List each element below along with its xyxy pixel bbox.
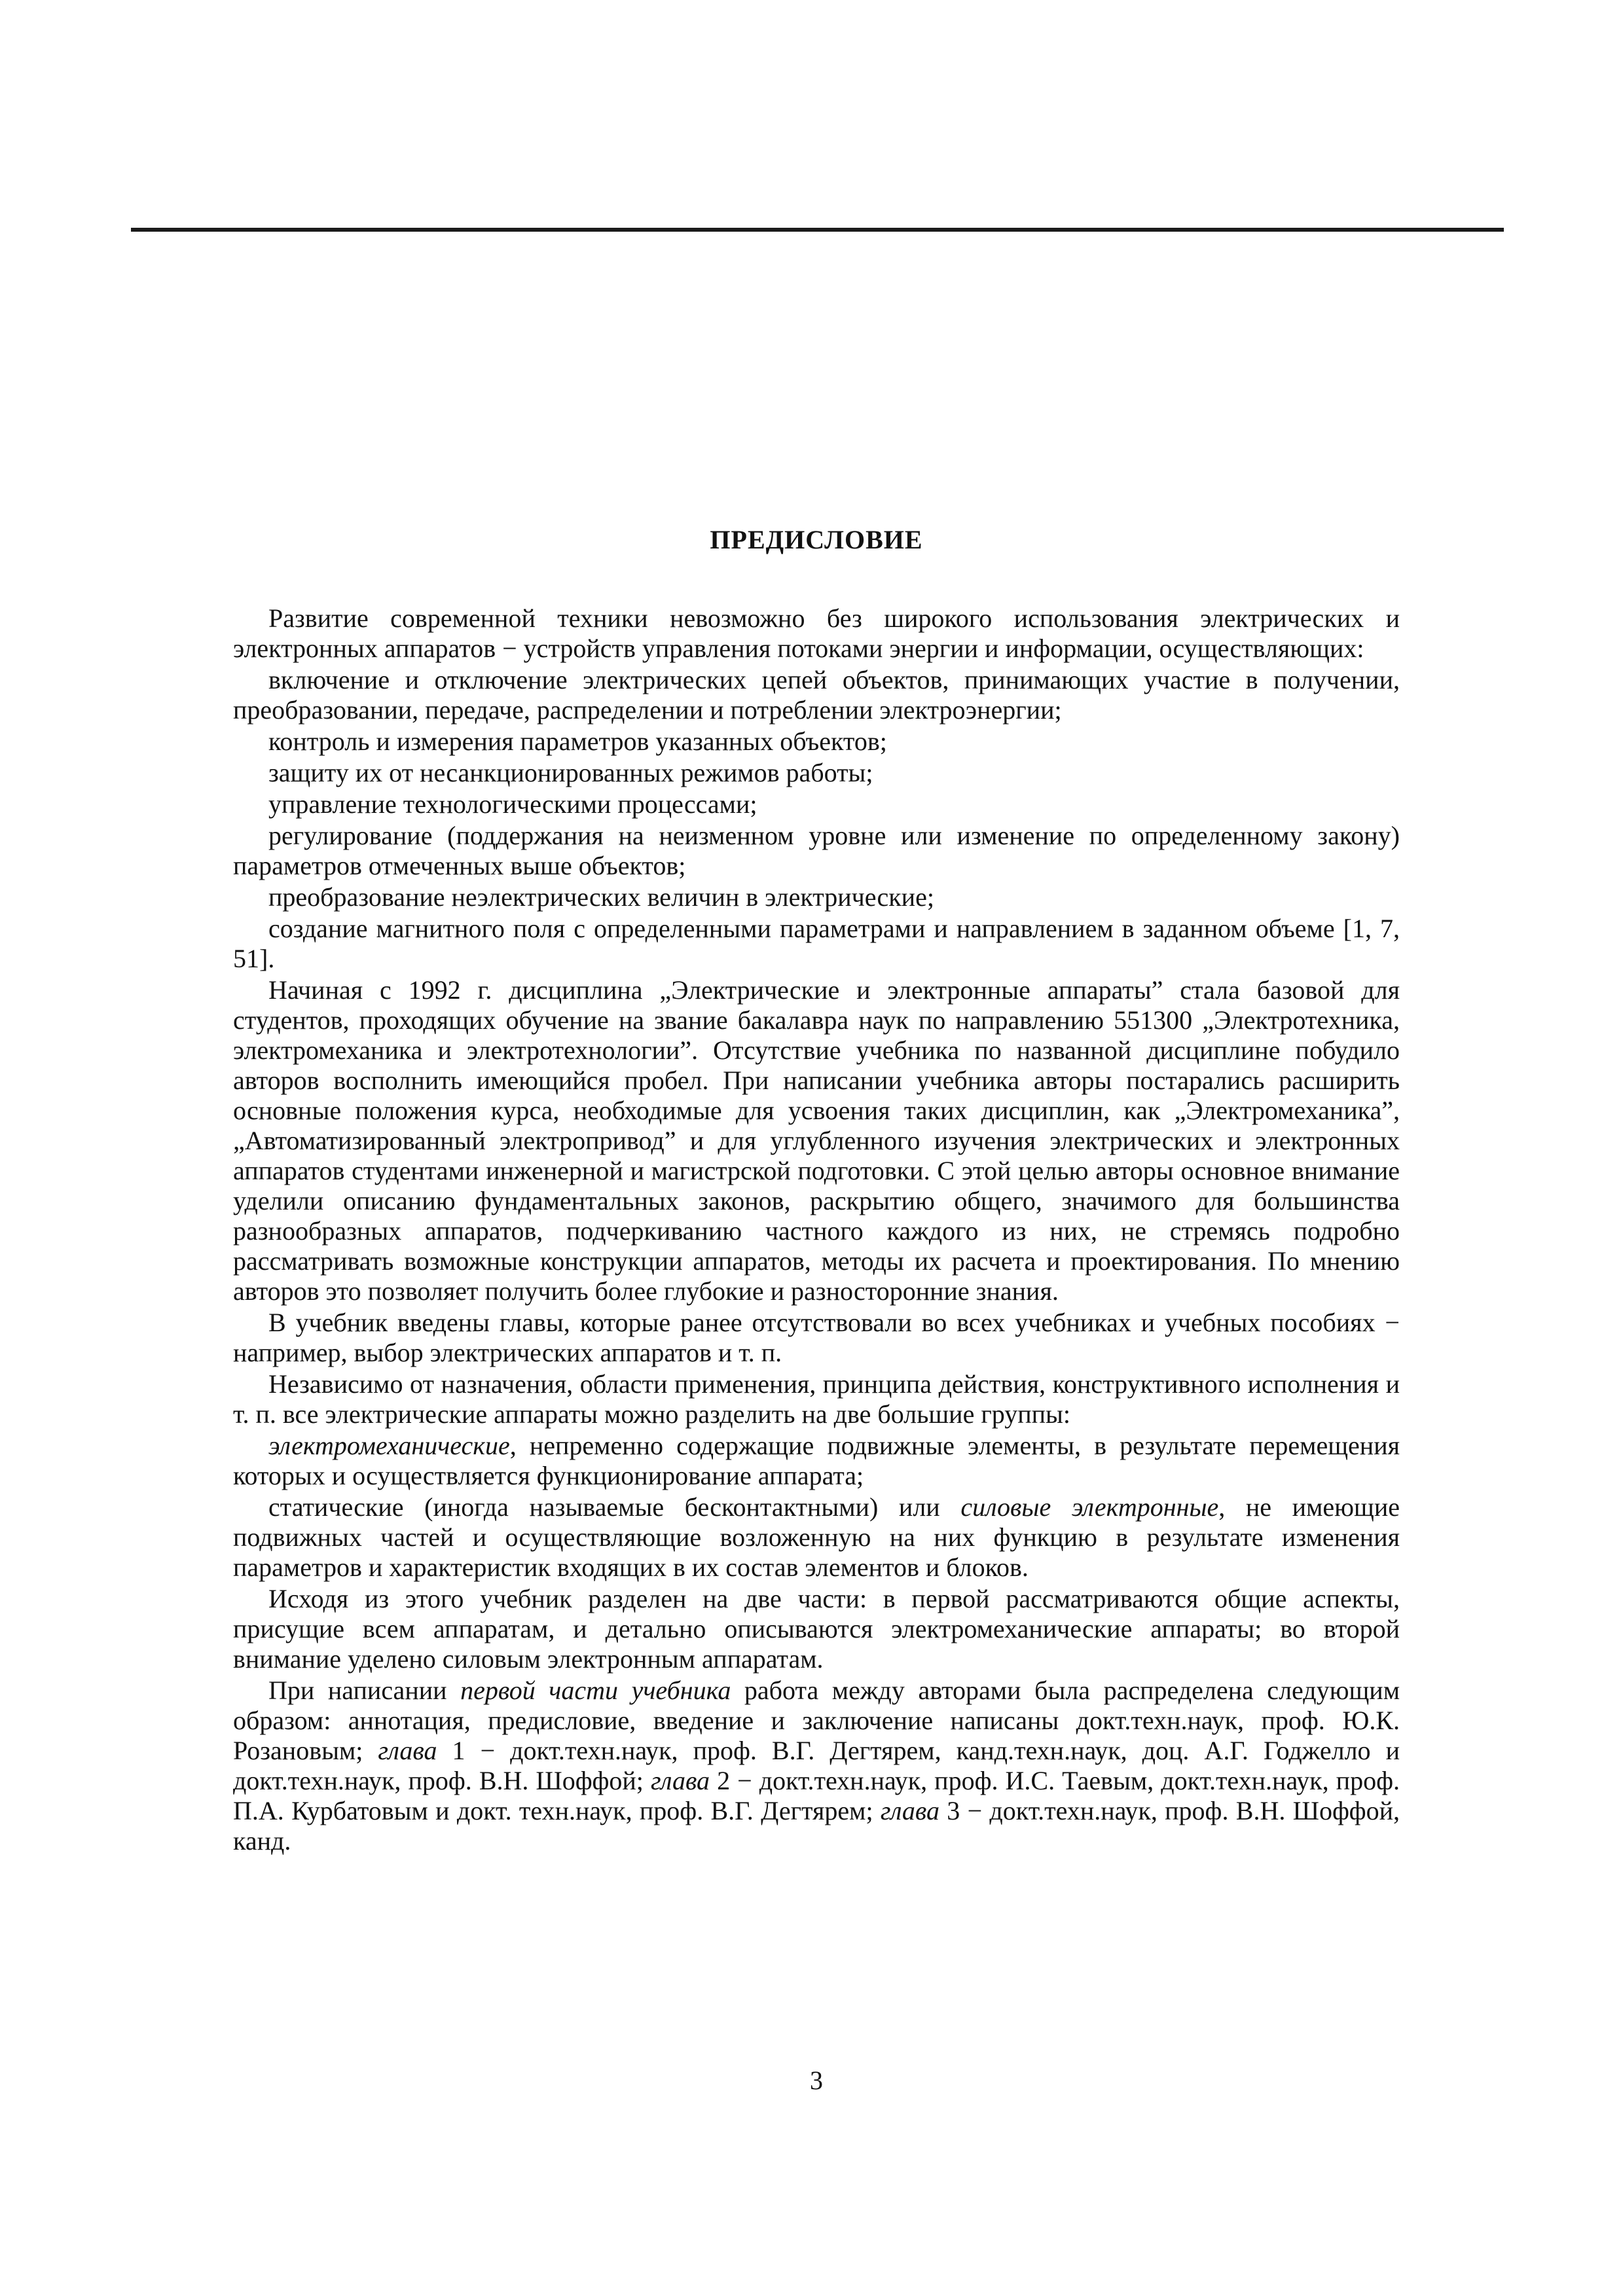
emphasis: первой части учебника: [460, 1676, 731, 1705]
list-item: преобразование неэлектрических величин в электрические;: [268, 882, 934, 912]
text-run: 3 − докт.техн.наук, проф. В.Н. Шоффой, канд.: [233, 1796, 1400, 1856]
text-run: 1 − докт.техн.наук, проф. В.Г. Дегтярем, канд.техн.наук, доц. А.Г. Годжелло и докт.техн.наук, проф. В.Н. Шоффой;: [233, 1736, 1400, 1795]
text-run: статические (иногда называемые бесконтактными) или: [268, 1492, 961, 1522]
list-item: [233, 1492, 1400, 1583]
list-item: включение и отключение электрических цепей объектов, принимающих участие в получении, преобразовании, передаче, распределении и потреблении электроэнергии;: [233, 665, 1400, 725]
text-run: При написании: [268, 1676, 461, 1705]
emphasis: глава: [880, 1796, 939, 1825]
list-item: [233, 1431, 1400, 1491]
list-item: создание магнитного поля с определенными параметрами и направлением в заданном объеме [1, 7, 51].: [233, 914, 1400, 973]
paragraph: В учебник введены главы, которые ранее отсутствовали во всех учебниках и учебных пособиях − например, выбор электрических аппаратов и т. п.: [233, 1308, 1400, 1367]
paragraph: [233, 1676, 1400, 1856]
text-run: работа между авторами была распределена следующим образом: аннотация, предисловие, введение и заключение написаны докт.техн.наук, проф. Ю.К. Розановым;: [233, 1676, 1400, 1765]
text-run: 2 − докт.техн.наук, проф. И.С. Таевым, докт.техн.наук, проф. П.А. Курбатовым и докт. техн.наук, проф. В.Г. Дегтярем;: [233, 1766, 1400, 1825]
page-number: 3: [810, 2066, 823, 2095]
body-text: [233, 603, 1400, 1856]
emphasis: электромеханические: [268, 1431, 510, 1460]
text-run: , не имеющие подвижных частей и осуществляющие возложенную на них функцию в результате изменения параметров и характеристик входящих в их состав элементов и блоков.: [233, 1492, 1400, 1582]
text-run: , непременно содержащие подвижные элементы, в результате перемещения которых и осуществляется функционирование аппарата;: [233, 1431, 1400, 1490]
list-item: регулирование (поддержания на неизменном уровне или изменение по определенному закону) параметров отмеченных выше объектов;: [233, 821, 1400, 880]
paragraph: Исходя из этого учебник разделен на две части: в первой рассматриваются общие аспекты, присущие всем аппаратам, и детально описываются электромеханические аппараты; во второй внимание уделено силовым электронным аппаратам.: [233, 1584, 1400, 1674]
list-item: защиту их от несанкционированных режимов работы;: [268, 758, 873, 787]
paragraph: Независимо от назначения, области применения, принципа действия, конструктивного исполнения и т. п. все электрические аппараты можно разделить на две большие группы:: [233, 1369, 1400, 1429]
list-item: контроль и измерения параметров указанных объектов;: [268, 726, 887, 756]
paragraph: Начиная с 1992 г. дисциплина „Электрические и электронные аппараты” стала базовой для студентов, проходящих обучение на звание бакалавра наук по направлению 551300 „Электротехника, электромеханика и электротехнологии”. Отсутствие учебника по названной дисциплине побудило авторов восполнить имеющийся пробел. При написании учебника авторы постарались расширить основные положения курса, необходимые для усвоения таких дисциплин, как „Электромеханика”, „Автоматизированный электропривод” и для углубленного изучения электрических и электронных аппаратов студентами инженерной и магистрской подготовки. С этой целью авторы основное внимание уделили описанию фундаментальных законов, раскрытию общего, значимого для большинства разнообразных аппаратов, подчеркиванию частного каждого из них, не стремясь подробно рассматривать возможные конструкции аппаратов, методы их расчета и проектирования. По мнению авторов это позволяет получить более глубокие и разносторонние знания.: [233, 975, 1400, 1306]
paragraph: Развитие современной техники невозможно без широкого использования электрических и электронных аппаратов − устройств управления потоками энергии и информации, осуществляющих:: [233, 603, 1400, 663]
section-title: ПРЕДИСЛОВИЕ: [710, 525, 923, 554]
emphasis: глава: [650, 1766, 710, 1795]
emphasis: силовые электронные: [960, 1492, 1219, 1522]
list-item: управление технологическими процессами;: [268, 789, 757, 819]
emphasis: глава: [378, 1736, 437, 1765]
header-rule: [131, 228, 1504, 232]
